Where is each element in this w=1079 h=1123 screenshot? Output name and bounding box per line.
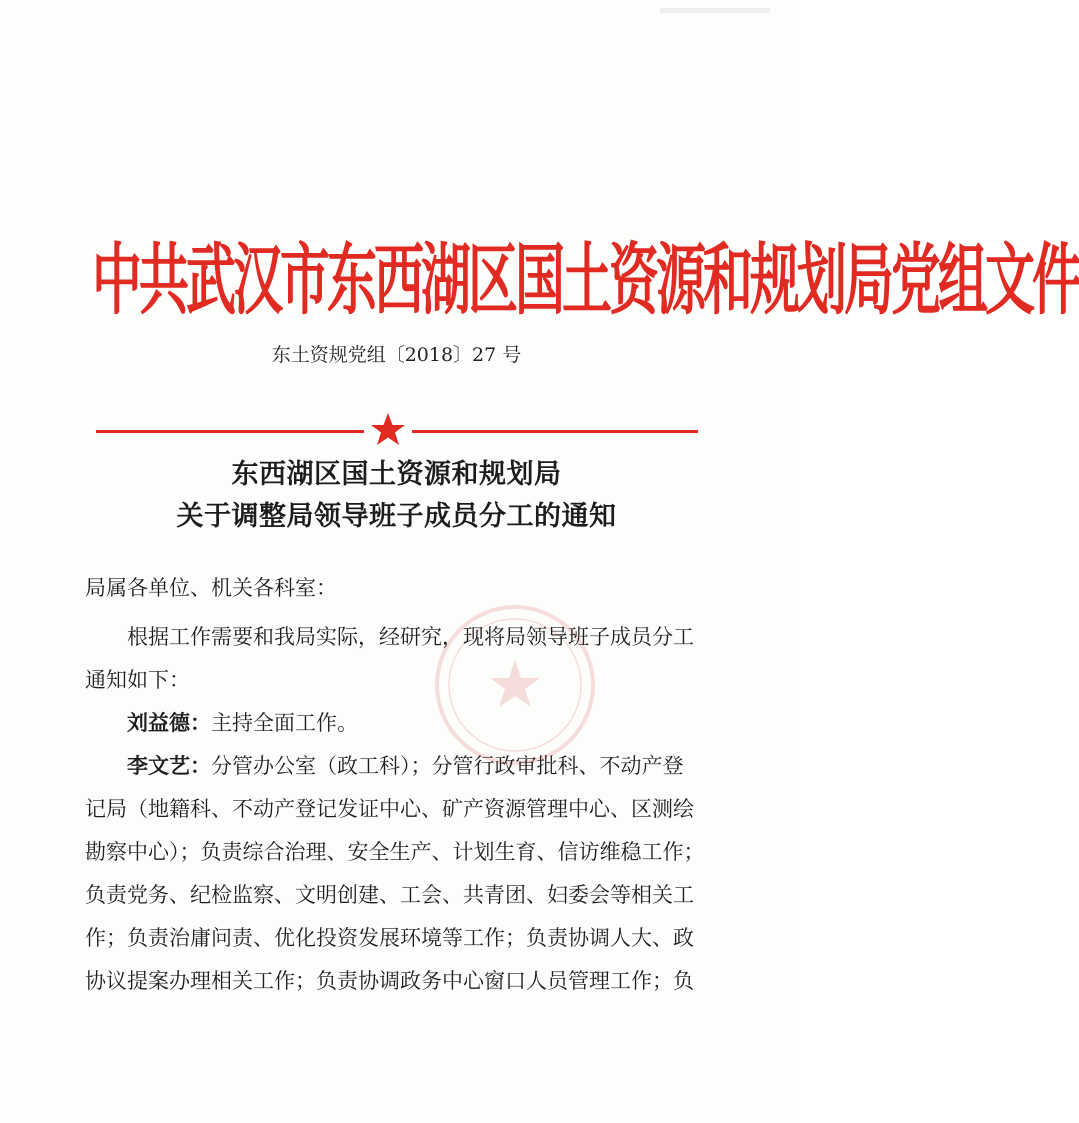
leader-paragraph-2 bbox=[127, 750, 684, 780]
leader-duty-continued: 作；负责治庸问责、优化投资发展环境等工作；负责协调人大、政 bbox=[85, 926, 694, 950]
leader-name: 李文艺： bbox=[127, 753, 211, 778]
leader-duty: 主持全面工作。 bbox=[211, 711, 358, 735]
red-divider-right bbox=[412, 430, 698, 433]
leader-name: 刘益德： bbox=[127, 710, 211, 735]
leader-duty-continued: 记局（地籍科、不动产登记发证中心、矿产资源管理中心、区测绘 bbox=[85, 797, 694, 821]
leader-paragraph-1 bbox=[127, 707, 358, 737]
red-divider-left bbox=[96, 430, 364, 433]
leader-duty: 分管办公室（政工科）；分管行政审批科、不动产登 bbox=[211, 754, 684, 778]
notice-title-line-2: 关于调整局领导班子成员分工的通知 bbox=[176, 501, 617, 532]
red-star-icon bbox=[369, 411, 407, 449]
notice-title-line-1: 东西湖区国土资源和规划局 bbox=[231, 459, 562, 490]
addressee: 局属各单位、机关各科室： bbox=[85, 576, 337, 600]
scan-artifact bbox=[660, 6, 770, 16]
intro-line-1: 根据工作需要和我局实际，经研究，现将局领导班子成员分工 bbox=[127, 625, 694, 649]
leader-duty-continued: 负责党务、纪检监察、文明创建、工会、共青团、妇委会等相关工 bbox=[85, 883, 694, 907]
leader-duty-continued: 勘察中心）；负责综合治理、安全生产、计划生育、信访维稳工作； bbox=[85, 840, 705, 864]
intro-line-2: 通知如下： bbox=[85, 668, 190, 692]
document-number: 东土资规党组〔2018〕27 号 bbox=[271, 344, 522, 366]
leader-duty-continued: 协议提案办理相关工作；负责协调政务中心窗口人员管理工作；负 bbox=[85, 969, 694, 993]
letterhead-title: 中共武汉市东西湖区国土资源和规划局党组文件 bbox=[92, 233, 1079, 325]
